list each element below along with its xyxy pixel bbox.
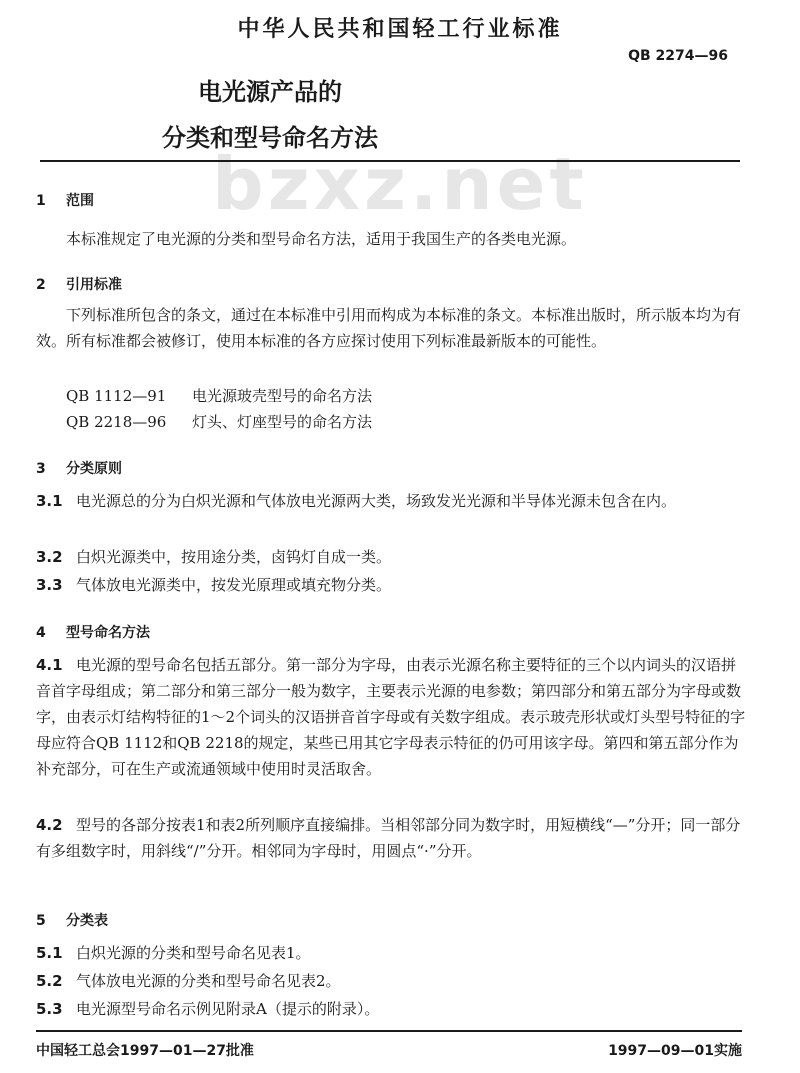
approval-line: 中国轻工总会1997—01—27批准 [36, 1043, 254, 1059]
clause-text: 电光源总的分为白炽光源和气体放电光源两大类，场致发光光源和半导体光源未包含在内。 [76, 492, 677, 510]
standard-number: QB 2274—96 [628, 48, 728, 64]
section-title: 分类表 [66, 913, 108, 929]
clause-item [36, 652, 746, 782]
section-number: 1 [36, 193, 46, 209]
clause-text: 气体放电光源类中，按发光原理或填充物分类。 [76, 576, 392, 594]
section-number: 2 [36, 277, 46, 293]
section-number: 3 [36, 461, 46, 477]
section-4-heading [36, 622, 150, 642]
section-title: 引用标准 [66, 277, 122, 293]
reference-code: QB 2218—96 [66, 413, 167, 431]
section-3-heading [36, 458, 122, 478]
section-number: 4 [36, 625, 46, 641]
reference-item [66, 410, 372, 434]
reference-item [66, 384, 372, 408]
clause-item [36, 968, 746, 994]
reference-name: 电光源玻壳型号的命名方法 [192, 387, 373, 405]
clause-number: 5.1 [36, 944, 63, 962]
reference-code: QB 1112—91 [66, 387, 167, 405]
clause-number: 4.2 [36, 816, 63, 834]
implementation-date: 1997—09—01实施 [608, 1043, 742, 1059]
clause-number: 4.1 [36, 656, 63, 674]
section-title: 范围 [66, 193, 94, 209]
section-title: 分类原则 [66, 461, 122, 477]
section-5-heading [36, 910, 108, 930]
section-1-text: 本标准规定了电光源的分类和型号命名方法，适用于我国生产的各类电光源。 [66, 230, 577, 248]
clause-number: 3.2 [36, 548, 63, 566]
footer-rule [36, 1030, 742, 1032]
clause-text: 白炽光源类中，按用途分类，卤钨灯自成一类。 [76, 548, 392, 566]
clause-number: 5.2 [36, 972, 63, 990]
section-2-text: 下列标准所包含的条文，通过在本标准中引用而构成为本标准的条文。本标准出版时，所示版本均为有效。所有标准都会被修订，使用本标准的各方应探讨使用下列标准最新版本的可能性。 [36, 306, 742, 350]
document-title-line2: 分类和型号命名方法 [162, 124, 378, 152]
document-title-line1: 电光源产品的 [198, 78, 342, 106]
clause-text: 型号的各部分按表1和表2所列顺序直接编排。当相邻部分同为数字时，用短横线“—”分开；同一部分有多组数字时，用斜线“/”分开。相邻同为字母时，用圆点“·”分开。 [36, 816, 741, 860]
clause-number: 3.3 [36, 576, 63, 594]
section-title: 型号命名方法 [66, 625, 150, 641]
standard-org-title: 中华人民共和国轻工行业标准 [237, 17, 563, 42]
clause-text: 气体放电光源的分类和型号命名见表2。 [76, 972, 341, 990]
clause-text: 白炽光源的分类和型号命名见表1。 [76, 944, 311, 962]
clause-text: 电光源型号命名示例见附录A（提示的附录）。 [76, 1000, 380, 1018]
section-1-heading [36, 190, 94, 210]
clause-number: 5.3 [36, 1000, 63, 1018]
title-rule [40, 160, 740, 162]
clause-text: 电光源的型号命名包括五部分。第一部分为字母，由表示光源名称主要特征的三个以内词头的汉语拼音首字母组成；第二部分和第三部分一般为数字，主要表示光源的电参数；第四部分和第五部分为字母或数字，由表示灯结构特征的1～2个词头的汉语拼音首字母或有关数字组成。表示玻壳形状或灯头型号特征的字母应符合QB 1112和QB 2218的规定，某些已用其它字母表示特征的仍可用该字母。第四和第五部分作为补充部分，可在生产或流通领域中使用时灵活取舍。 [36, 656, 746, 778]
clause-item [36, 812, 746, 864]
section-number: 5 [36, 913, 46, 929]
clause-item [36, 488, 746, 514]
clause-item [36, 572, 746, 598]
clause-item [36, 996, 746, 1022]
reference-name: 灯头、灯座型号的命名方法 [192, 413, 373, 431]
section-2-heading [36, 274, 122, 294]
clause-item [36, 544, 746, 570]
clause-number: 3.1 [36, 492, 63, 510]
clause-item [36, 940, 746, 966]
watermark: bzxz.net [212, 142, 588, 226]
